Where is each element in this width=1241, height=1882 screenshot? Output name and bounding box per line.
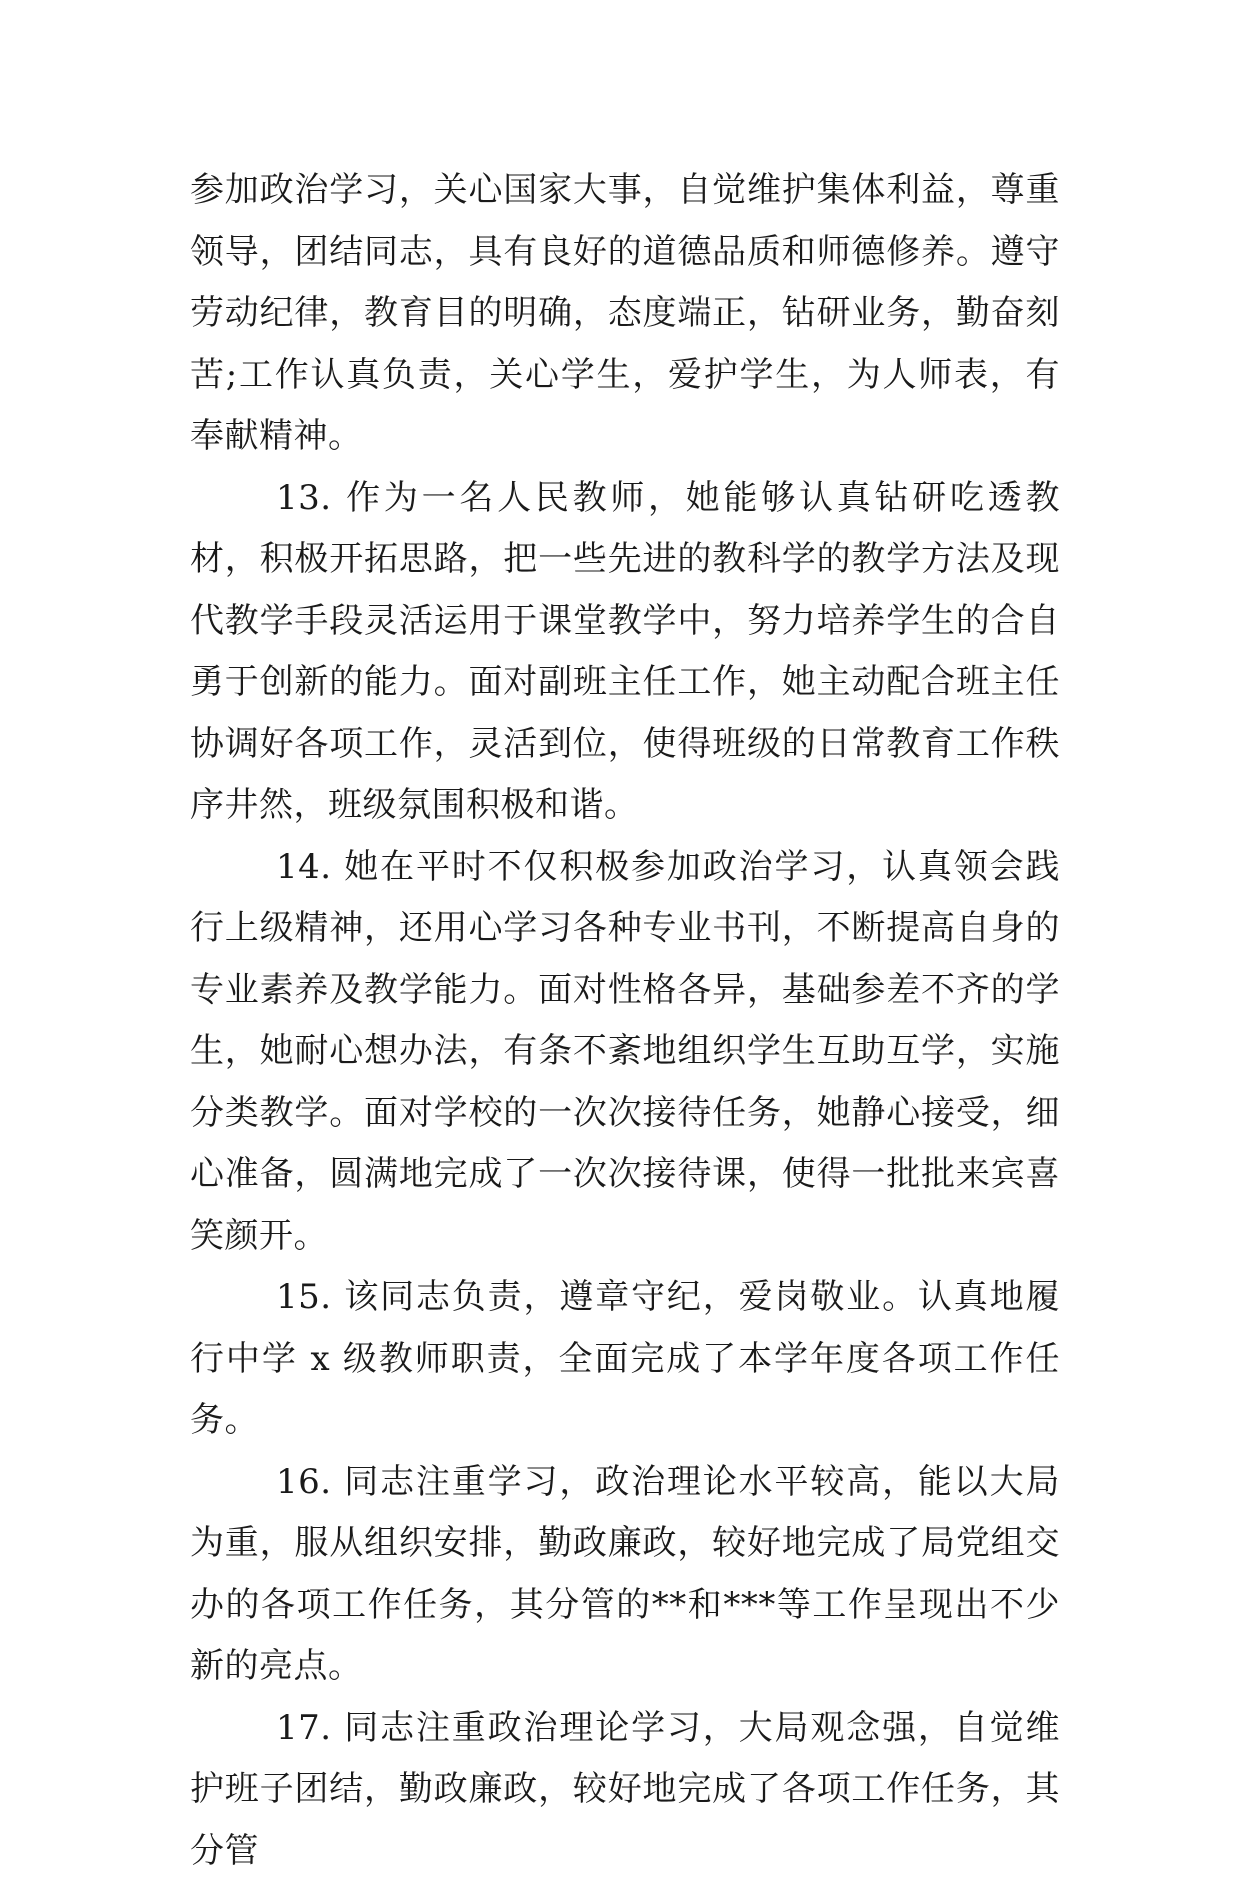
paragraph-continuation: 参加政治学习，关心国家大事，自觉维护集体利益，尊重领导，团结同志，具有良好的道德品质和师德修养。遵守劳动纪律，教育目的明确，态度端正，钻研业务，勤奋刻苦;工作认真负责，关心学生，爱护学生，为人师表，有奉献精神。 bbox=[190, 160, 1060, 468]
paragraph-item-17: 17. 同志注重政治理论学习，大局观念强，自觉维护班子团结，勤政廉政，较好地完成了各项工作任务，其分管 bbox=[190, 1698, 1060, 1882]
paragraph-item-14: 14. 她在平时不仅积极参加政治学习，认真领会践行上级精神，还用心学习各种专业书刊，不断提高自身的专业素养及教学能力。面对性格各异，基础参差不齐的学生，她耐心想办法，有条不紊地组织学生互助互学，实施分类教学。面对学校的一次次接待任务，她静心接受，细心准备，圆满地完成了一次次接待课，使得一批批来宾喜笑颜开。 bbox=[190, 837, 1060, 1268]
paragraph-item-16: 16. 同志注重学习，政治理论水平较高，能以大局为重，服从组织安排，勤政廉政，较好地完成了局党组交办的各项工作任务，其分管的**和***等工作呈现出不少新的亮点。 bbox=[190, 1452, 1060, 1698]
paragraph-item-13: 13. 作为一名人民教师，她能够认真钻研吃透教材，积极开拓思路，把一些先进的教科学的教学方法及现代教学手段灵活运用于课堂教学中，努力培养学生的合自勇于创新的能力。面对副班主任工作，她主动配合班主任协调好各项工作，灵活到位，使得班级的日常教育工作秩序井然，班级氛围积极和谐。 bbox=[190, 468, 1060, 837]
document-body bbox=[190, 160, 1060, 1882]
paragraph-item-15: 15. 该同志负责，遵章守纪，爱岗敬业。认真地履行中学 x 级教师职责，全面完成了本学年度各项工作任务。 bbox=[190, 1267, 1060, 1452]
